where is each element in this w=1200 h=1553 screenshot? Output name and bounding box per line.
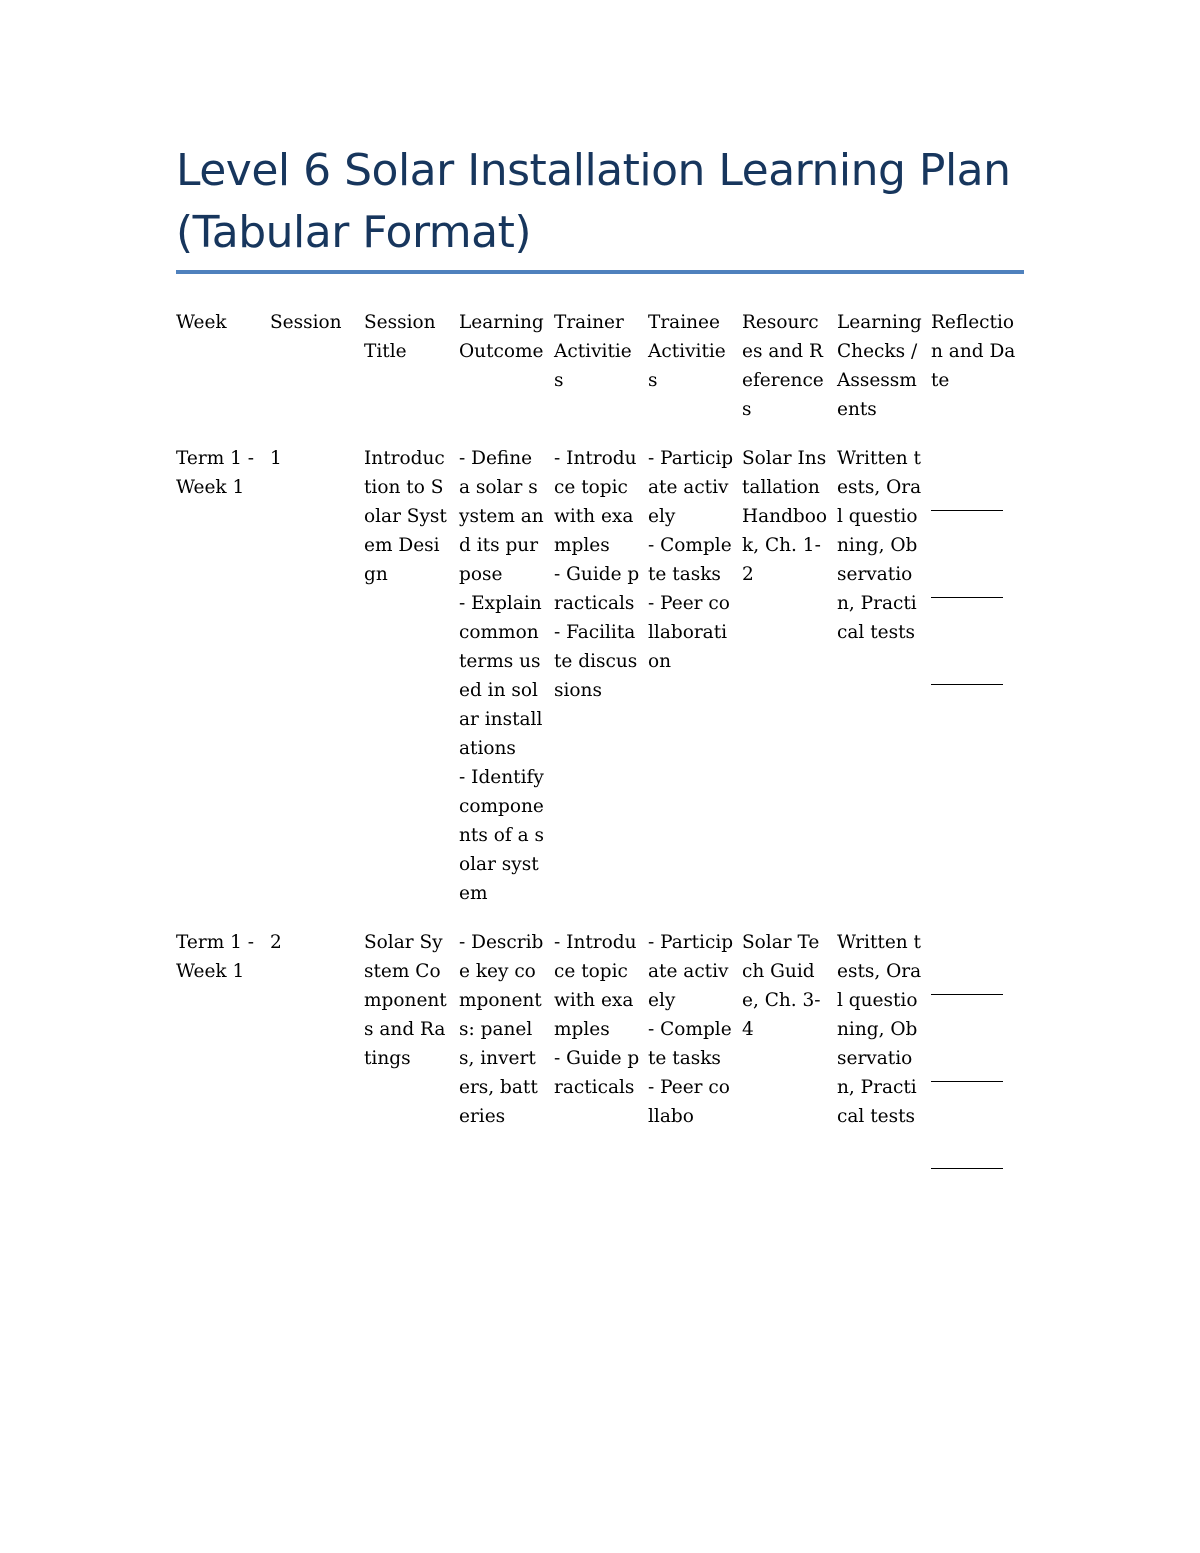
cell-resources: Solar Installation Handbook, Ch. 1-2: [742, 448, 828, 585]
reflection-blank-line: [931, 569, 1003, 598]
header-trainer-activities: Trainer Activities: [554, 312, 632, 391]
cell-trainee-activities: - Participate actively - Complete tasks - Peer collabo: [648, 932, 734, 1127]
cell-reflection: [931, 928, 1024, 1247]
header-resources: Resources and References: [742, 312, 824, 420]
cell-learning-checks: Written tests, Oral questioning, Observation, Practical tests: [837, 932, 922, 1127]
cell-trainee-activities: - Participate actively - Complete tasks - Peer collaboration: [648, 448, 734, 672]
cell-session-title: Solar System Components and Ratings: [364, 932, 447, 1069]
reflection-blank-line: [931, 656, 1003, 685]
cell-trainer-activities: - Introduce topic with examples - Guide practicals - Facilitate discussions: [554, 448, 640, 701]
reflection-blank-line: [931, 1140, 1003, 1169]
cell-reflection: [931, 444, 1024, 763]
header-session: Session: [270, 312, 342, 333]
cell-week: Term 1 - Week 1: [176, 448, 260, 498]
cell-learning-checks: Written tests, Oral questioning, Observation, Practical tests: [837, 448, 922, 643]
cell-session-title: Introduction to Solar System Design: [364, 448, 447, 585]
header-learning-checks: Learning Checks / Assessments: [837, 312, 928, 420]
header-week: Week: [176, 312, 227, 333]
table-row: [176, 444, 1024, 908]
cell-session: 1: [270, 448, 282, 469]
header-trainee-activities: Trainee Activities: [648, 312, 726, 391]
table-header-row: [176, 308, 1024, 424]
document-title: Level 6 Solar Installation Learning Plan (Tabular Format): [176, 145, 1011, 258]
header-learning-outcome: Learning Outcome: [459, 312, 550, 362]
title-underline: [176, 270, 1024, 274]
document-page: [176, 140, 1024, 1247]
reflection-blank-line: [931, 482, 1003, 511]
learning-plan-table: [176, 308, 1024, 1247]
table-row: [176, 928, 1024, 1247]
cell-session: 2: [270, 932, 282, 953]
cell-learning-outcome: - Define a solar system and its purpose - Explain common terms used in solar installations - Identify components of a solar system: [459, 448, 544, 904]
header-reflection: Reflection and Date: [931, 312, 1016, 391]
reflection-blank-line: [931, 966, 1003, 995]
cell-resources: Solar Tech Guide, Ch. 3-4: [742, 932, 821, 1040]
cell-week: Term 1 - Week 1: [176, 932, 260, 982]
cell-learning-outcome: - Describe key components: panels, inverters, batteries: [459, 932, 544, 1127]
header-session-title: Session Title: [364, 312, 442, 362]
cell-trainer-activities: - Introduce topic with examples - Guide practicals: [554, 932, 640, 1098]
reflection-blank-line: [931, 1053, 1003, 1082]
